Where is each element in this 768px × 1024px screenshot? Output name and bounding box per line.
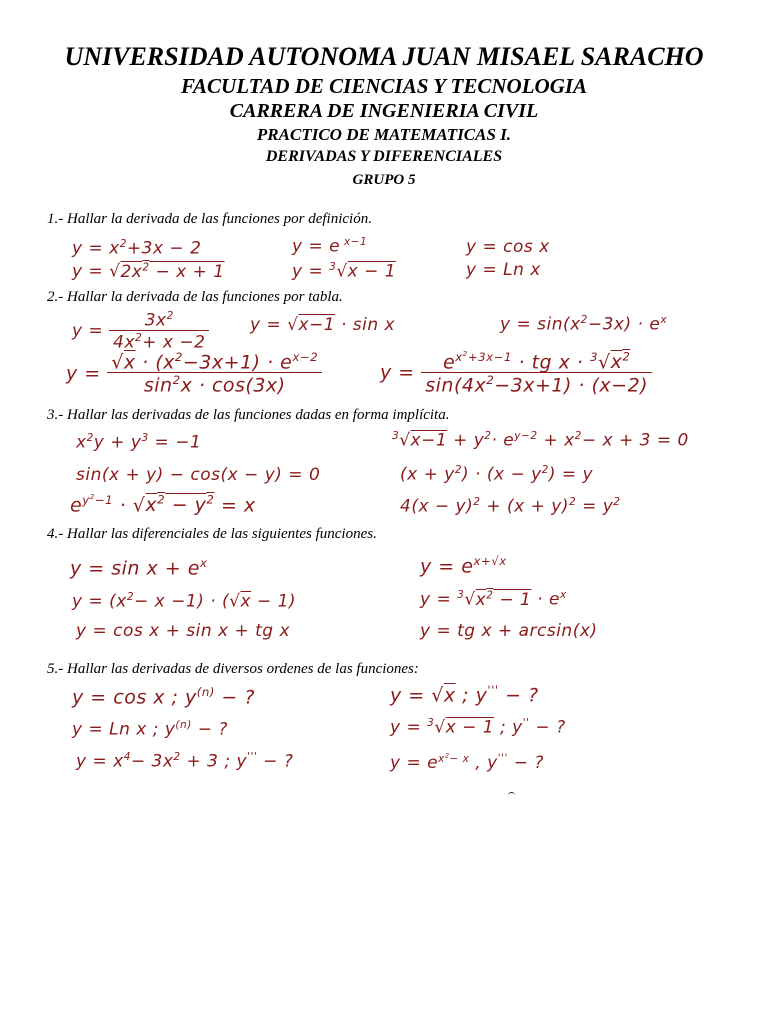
pen-mark (508, 792, 515, 796)
handwritten-formula: y = cos x + sin x + tg x (76, 621, 291, 641)
handwritten-formula: $(x + y^2) \cdot (x - y^2) = y$ (400, 464, 594, 485)
handwritten-formula: $y = e^{x^2- x}$ , y''' − ? (390, 751, 544, 774)
handwritten-formula: $y = √2x^2 - x + 1$ (72, 261, 225, 282)
handwritten-formula: y = $^3$√x − 1 ; y'' − ? (390, 717, 566, 738)
handwritten-formula: y = √x ; y''' − ? (390, 683, 539, 707)
handwritten-formula: $^3√x-1 + y^2\cdot e^{y-2} + x^2- x + 3 = 0$ (392, 430, 689, 451)
faculty-title: FACULTAD DE CIENCIAS Y TECNOLOGIA (180, 74, 588, 98)
practice-title: PRACTICO DE MATEMATICAS I. (256, 125, 512, 144)
handwritten-formula: y = √x−1 · sin x (250, 315, 396, 335)
handwritten-formula: y = $\frac{3x^2}{4x^2+ x -2}$ (72, 311, 209, 351)
handwritten-formula: $y = \sin x + e^x$ (70, 556, 208, 580)
question-1-label: 1.- Hallar la derivada de las funciones por definición. (47, 211, 372, 227)
group-title: GRUPO 5 (352, 172, 416, 188)
handwritten-formula: y = tg x + arcsin(x) (420, 621, 598, 641)
question-5-label: 5.- Hallar las derivadas de diversos ordenes de las funciones: (47, 661, 419, 677)
handwritten-formula: $y = (x^2- x -1) \cdot (√x - 1)$ (72, 591, 297, 612)
handwritten-formula: y = e $^{x-1}$ (292, 236, 368, 257)
handwritten-formula: $4(x - y)^2 + (x + y)^2 = y^2$ (400, 496, 621, 517)
handwritten-formula: $y = e^{x+√x}$ (420, 554, 507, 578)
handwritten-formula: y = cos x ; $y^{(n)}$ − ? (72, 685, 255, 709)
handwritten-formula: y = $\frac{e^{x^2+3x-1} \cdot tg x \cdot ^3√x^2}{\sin(4x^2-3x+1) \cdot (x-2)}$ (380, 350, 652, 396)
handwritten-formula: y = $^3$√x − 1 (292, 261, 397, 282)
handwritten-formula: sin(x + y) − cos(x − y) = 0 (76, 465, 321, 485)
university-title: UNIVERSIDAD AUTONOMA JUAN MISAEL SARACHO (64, 42, 704, 71)
handwritten-formula: $y = x^4- 3x^2 + 3$ ; y''' − ? (76, 751, 294, 772)
question-4-label: 4.- Hallar las diferenciales de las siguientes funciones. (47, 526, 377, 542)
handwritten-formula: $y = \sin(x^2-3x) \cdot e^x$ (500, 314, 668, 335)
handwritten-formula: y = $\frac{√x \cdot (x^2-3x+1) \cdot e^{x-2}}{\sin^2x \cdot \cos(3x)}$ (66, 352, 322, 396)
question-2-label: 2.- Hallar la derivada de las funciones por tabla. (47, 289, 343, 305)
handwritten-formula: y = Ln x (466, 260, 541, 280)
handwritten-formula: $y = x^2+3x - 2$ (72, 238, 202, 259)
handwritten-formula: $x^2y + y^3 = -1$ (76, 432, 202, 453)
handwritten-formula: $e^{y^2-1} \cdot √x^2 - y^2 = x$ (70, 492, 256, 517)
topic-title: DERIVADAS Y DIFERENCIALES (265, 148, 503, 165)
handwritten-formula: $y = ^3√x^2 - 1 \cdot e^x$ (420, 589, 567, 610)
handwritten-formula: y = Ln x ; $y^{(n)}$ − ? (72, 719, 228, 740)
handwritten-formula: y = cos x (466, 237, 550, 257)
question-3-label: 3.- Hallar las derivadas de las funciones dadas en forma implícita. (47, 407, 450, 423)
career-title: CARRERA DE INGENIERIA CIVIL (229, 100, 539, 122)
